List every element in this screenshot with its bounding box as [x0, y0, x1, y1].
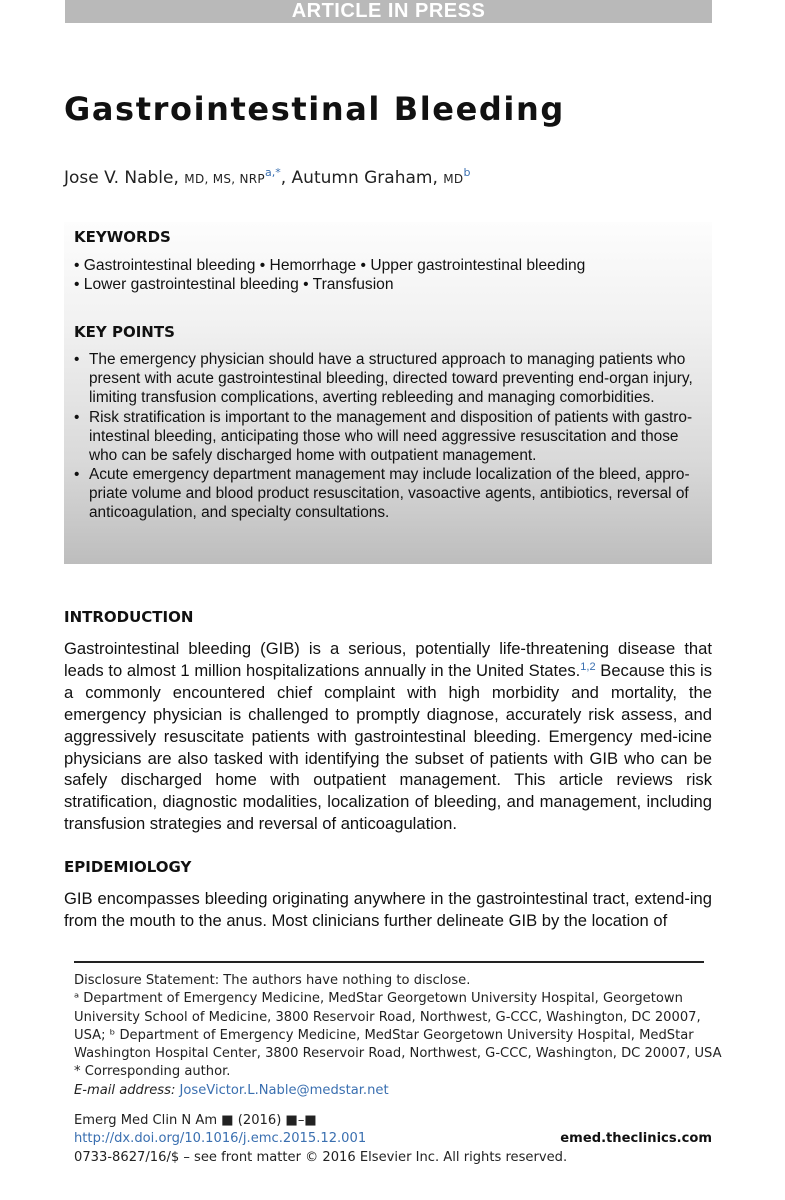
introduction-text: Gastrointestinal bleeding (GIB) is a serious, potentially life-threatening disease that leads to almost 1 million hospitalizations annually in the United States.: [64, 639, 712, 680]
affiliation-line: Washington Hospital Center, 3800 Reservoir Road, Northwest, G-CCC, Washington, DC 20007, USA: [74, 1046, 722, 1062]
doi-link[interactable]: http://dx.doi.org/10.1016/j.emc.2015.12.001: [74, 1131, 367, 1147]
article-title: Gastrointestinal Bleeding: [64, 90, 565, 128]
epidemiology-paragraph: GIB encompasses bleeding originating anywhere in the gastrointestinal tract, extend-ing from the mouth to the anus. Most clinicians further delineate GIB by the location of: [64, 889, 712, 930]
journal-website-link[interactable]: emed.theclinics.com: [560, 1131, 712, 1146]
affiliation-line: USA; ᵇ Department of Emergency Medicine, MedStar Georgetown University Hospital, MedStar: [74, 1027, 694, 1043]
key-points-heading: KEY POINTS: [74, 323, 175, 341]
author-1-name: Jose V. Nable,: [64, 168, 185, 188]
reference-link[interactable]: 1,2: [580, 660, 596, 673]
email-link[interactable]: JoseVictor.L.Nable@medstar.net: [179, 1082, 389, 1098]
key-points-list: [74, 351, 702, 523]
bullet-icon: •: [74, 466, 80, 484]
author-1-degrees: MD, MS, NRP: [184, 172, 265, 186]
disclosure-statement: Disclosure Statement: The authors have nothing to disclose.: [74, 973, 471, 988]
bullet-icon: •: [74, 408, 80, 426]
introduction-text: Because this is a commonly encountered chief complaint with high morbidity and mortality, the emergency physician is challenged to promptly diagnose, accurately risk assess, and aggressively resuscitate patients with gastrointestinal bleeding. Emergency med-icine physicians are also tasked with identifying the subset of patients with GIB who can be safely discharged home with outpatient management. This article reviews risk stratification, diagnostic modalities, localization of bleeding, and management, including transfusion strategies and reversal of anticoagulation.: [64, 660, 712, 834]
citation-block: [74, 1112, 712, 1167]
author-2-degrees: MD: [443, 172, 464, 186]
footnote-divider: [74, 961, 704, 963]
keywords-keypoints-box: [64, 222, 712, 564]
key-point-text: Risk stratification is important to the management and disposition of patients with gastro-intestinal bleeding, anticipating those who will need aggressive resuscitation and those who can be safely discharged home with outpatient management.: [89, 408, 693, 464]
introduction-paragraph: [64, 638, 712, 835]
keywords-list: [74, 256, 702, 294]
key-point-item: [74, 351, 702, 408]
bullet-icon: •: [74, 351, 80, 368]
footnotes: [74, 972, 722, 1100]
key-point-text: Acute emergency department management may include localization of the bleed, appro-priate volume and blood product resuscitation, vasoactive agents, antibiotics, reversal of anticoagulation, and specialty consultations.: [89, 466, 690, 522]
epidemiology-heading: EPIDEMIOLOGY: [64, 858, 192, 876]
author-2-affiliation-marks[interactable]: b: [463, 166, 471, 179]
author-2-name: , Autumn Graham,: [280, 168, 444, 188]
key-point-item: [74, 466, 702, 523]
key-point-text: The emergency physician should have a structured approach to managing patients who present with acute gastrointestinal bleeding, directed toward preventing end-organ injury, limiting transfusion complications, averting rebleeding and managing comorbidities.: [89, 351, 693, 406]
keywords-heading: KEYWORDS: [74, 228, 171, 246]
key-point-item: [74, 409, 702, 466]
introduction-heading: INTRODUCTION: [64, 608, 194, 626]
email-label: E-mail address:: [74, 1082, 176, 1098]
journal-citation: Emerg Med Clin N Am ■ (2016) ■–■: [74, 1113, 317, 1128]
corresponding-author-note: * Corresponding author.: [74, 1064, 231, 1080]
copyright-line: 0733-8627/16/$ – see front matter © 2016 Elsevier Inc. All rights reserved.: [74, 1149, 568, 1165]
email-line: [74, 1082, 714, 1100]
affiliation-line: University School of Medicine, 3800 Reservoir Road, Northwest, G-CCC, Washington, DC 20007,: [74, 1009, 701, 1025]
author-1-affiliation-marks[interactable]: a,*: [264, 166, 281, 179]
author-line: [64, 166, 470, 191]
keywords-line: • Lower gastrointestinal bleeding • Transfusion: [74, 276, 394, 293]
article-in-press-banner: ARTICLE IN PRESS: [65, 0, 712, 23]
keywords-line: • Gastrointestinal bleeding • Hemorrhage • Upper gastrointestinal bleeding: [74, 257, 586, 274]
affiliation-line: ᵃ Department of Emergency Medicine, MedStar Georgetown University Hospital, Georgetown: [74, 991, 683, 1007]
